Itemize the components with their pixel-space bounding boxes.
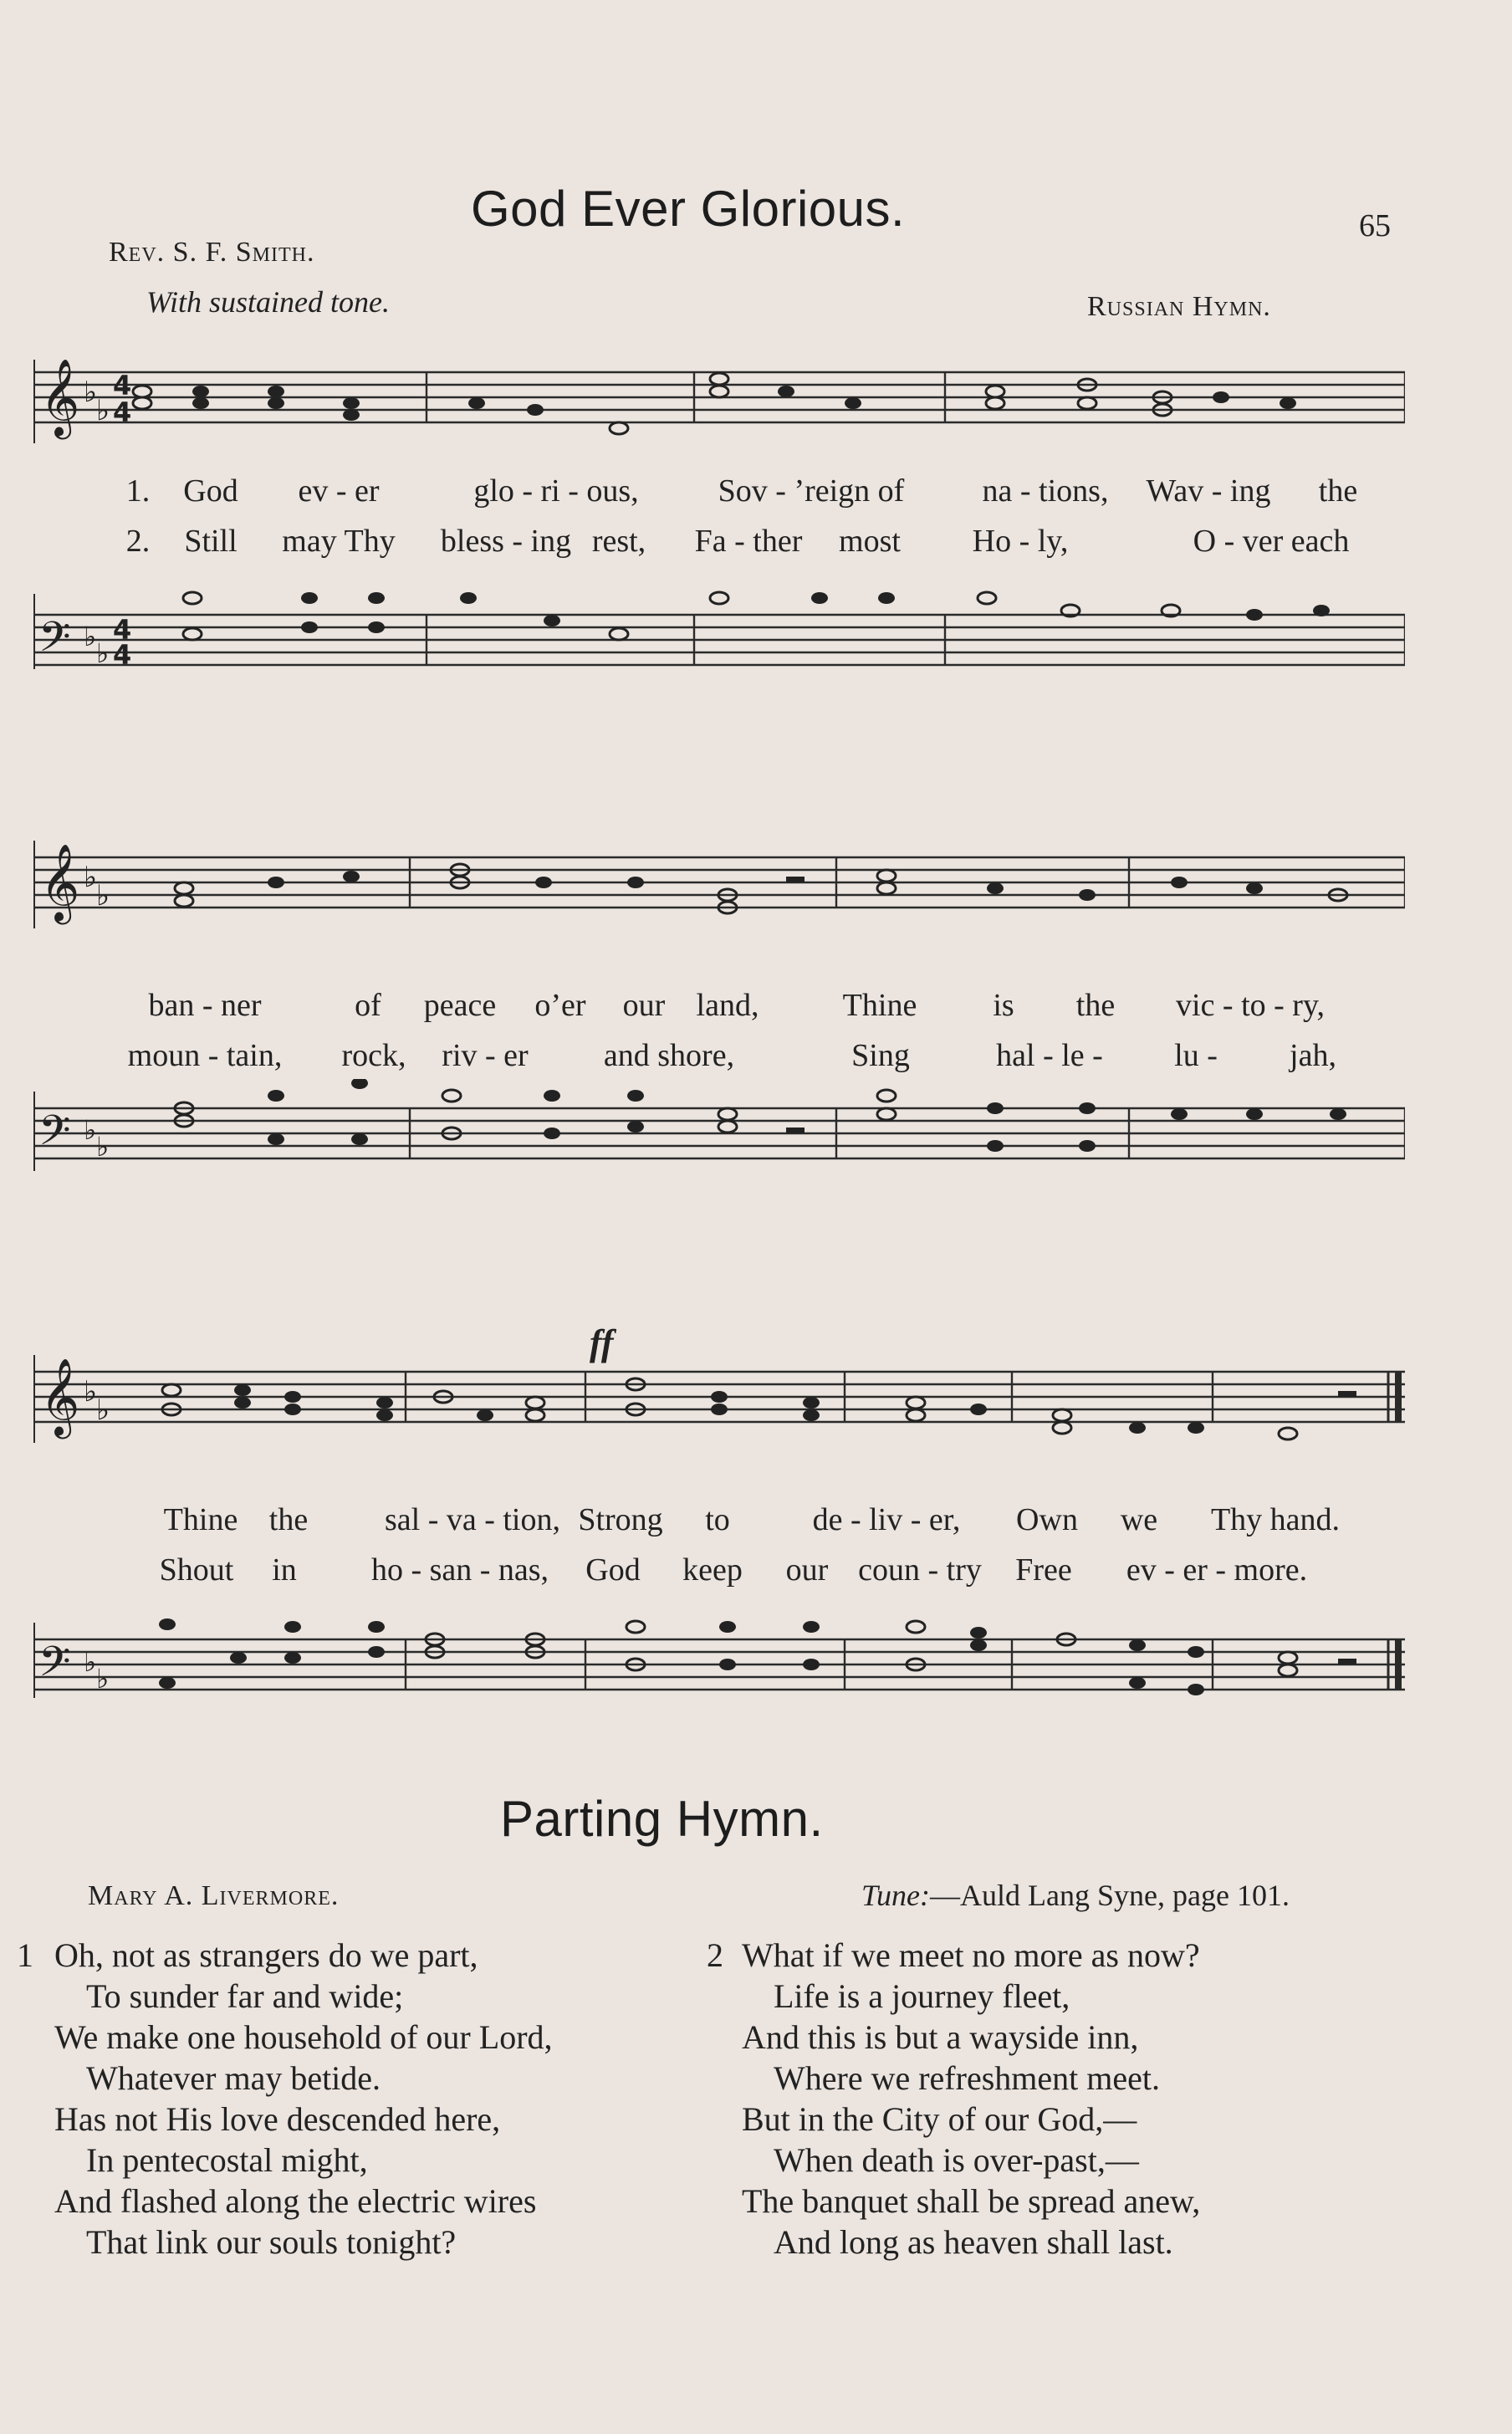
lyric-syllable: Still	[184, 524, 238, 559]
lyric-syllable: Shout	[159, 1552, 234, 1588]
svg-text:4: 4	[113, 639, 132, 671]
poem-line: Has not His love descended here,	[54, 2100, 501, 2138]
poem-line: That link our souls tonight?	[86, 2223, 457, 2261]
svg-text:𝄞: 𝄞	[40, 1358, 80, 1435]
lyric-syllable: of	[355, 988, 381, 1023]
poem-line: And flashed along the electric wires	[54, 2182, 537, 2220]
lyric-syllable: the	[268, 1502, 309, 1537]
lyric-syllable: God	[183, 473, 238, 509]
poem-line: To sunder far and wide;	[86, 1977, 404, 2015]
poem-author: Mary A. Livermore.	[88, 1880, 340, 1911]
lyric-syllable: our	[622, 988, 666, 1023]
lyric-syllable: vic - to - ry,	[1176, 988, 1325, 1023]
poem-line: Life is a journey fleet,	[774, 1977, 1070, 2015]
svg-text:4: 4	[113, 614, 132, 646]
svg-text:𝄞: 𝄞	[40, 843, 80, 921]
svg-text:♭: ♭	[96, 879, 110, 913]
lyric-syllable: keep	[682, 1552, 743, 1588]
lyric-syllable: land,	[696, 988, 759, 1023]
lyrics-verse-1	[0, 1501, 1512, 1543]
lyric-syllable: bless - ing	[440, 524, 572, 559]
lyric-syllable: may Thy	[282, 524, 396, 559]
poem-line: And long as heaven shall last.	[774, 2223, 1173, 2261]
stanza-number: 2	[707, 1936, 723, 1974]
lyric-syllable: sal - va - tion,	[384, 1502, 561, 1537]
hymn-author: Rev. S. F. Smith.	[109, 237, 315, 268]
svg-text:♭: ♭	[96, 1131, 110, 1163]
svg-text:♭: ♭	[96, 394, 110, 427]
lyric-syllable: and shore,	[603, 1038, 735, 1073]
lyric-syllable: ban - ner	[148, 988, 262, 1023]
stanza-1	[17, 1935, 553, 2263]
lyric-syllable: o’er	[534, 988, 586, 1023]
bass-staff	[33, 577, 1405, 686]
lyric-syllable: most	[839, 524, 901, 559]
lyric-syllable: Thine	[163, 1502, 238, 1537]
lyrics-verse-2	[0, 523, 1512, 565]
svg-text:♭: ♭	[84, 861, 98, 894]
lyric-syllable: hal - le -	[996, 1038, 1103, 1073]
svg-text:♭: ♭	[96, 1663, 110, 1695]
lyric-syllable: lu -	[1174, 1038, 1218, 1073]
lyric-syllable: is	[993, 988, 1014, 1023]
stanza-2	[707, 1935, 1200, 2263]
svg-text:♭: ♭	[84, 1114, 97, 1146]
section-title: Parting Hymn.	[500, 1791, 824, 1847]
poem-line: The banquet shall be spread anew,	[742, 2182, 1201, 2220]
poem-line: Whatever may betide.	[86, 2059, 381, 2097]
svg-text:𝄞: 𝄞	[40, 358, 80, 436]
lyric-syllable: Strong	[578, 1502, 663, 1537]
treble-staff	[33, 1347, 1405, 1455]
lyric-syllable: in	[272, 1552, 297, 1588]
lyric-syllable: the	[1318, 473, 1358, 509]
svg-text:♭: ♭	[84, 376, 98, 409]
lyric-syllable: our	[785, 1552, 829, 1588]
lyric-syllable: 1.	[125, 473, 151, 509]
svg-text:𝄢: 𝄢	[38, 1107, 71, 1165]
lyric-syllable: God	[585, 1552, 641, 1588]
lyric-syllable: Sing	[851, 1038, 910, 1073]
fortissimo-marking: ff	[590, 1322, 614, 1363]
music-system-1	[0, 326, 1512, 744]
lyric-syllable: Ho - ly,	[972, 524, 1069, 559]
bass-staff	[33, 1606, 1405, 1723]
lyric-syllable: Sov - ’reign of	[718, 473, 905, 509]
poem-line: In pentecostal might,	[86, 2141, 368, 2179]
lyric-syllable: moun - tain,	[127, 1038, 283, 1073]
lyric-syllable: Thy hand.	[1210, 1502, 1341, 1537]
lyric-syllable: na - tions,	[982, 473, 1109, 509]
svg-text:𝄢: 𝄢	[38, 613, 71, 672]
svg-text:4: 4	[113, 396, 132, 428]
tune-label: Tune:	[861, 1879, 931, 1912]
music-system-3	[0, 1322, 1512, 1765]
tune-name: —Auld Lang Syne, page 101.	[930, 1879, 1290, 1912]
lyric-syllable: coun - try	[858, 1552, 982, 1588]
treble-staff	[33, 351, 1405, 460]
lyric-syllable: peace	[423, 988, 497, 1023]
poem-line: And this is but a wayside inn,	[742, 2018, 1139, 2056]
lyric-syllable: O - ver each	[1193, 524, 1350, 559]
treble-staff	[33, 828, 1405, 937]
lyric-syllable: rock,	[341, 1038, 406, 1073]
hymn-title: God Ever Glorious.	[471, 181, 906, 237]
lyrics-verse-2	[0, 1037, 1512, 1079]
lyric-syllable: the	[1075, 988, 1116, 1023]
lyrics-verse-2	[0, 1552, 1512, 1593]
lyric-syllable: ev - er	[298, 473, 380, 509]
page-number: 65	[1359, 208, 1391, 243]
tune-reference	[861, 1878, 1290, 1913]
svg-text:♭: ♭	[96, 637, 110, 669]
lyric-syllable: de - liv - er,	[812, 1502, 961, 1537]
music-system-2	[0, 828, 1512, 1221]
lyric-syllable: Free	[1015, 1552, 1072, 1588]
lyric-syllable: to	[705, 1502, 730, 1537]
poem-line: What if we meet no more as now?	[742, 1936, 1200, 1974]
lyric-syllable: jah,	[1290, 1038, 1336, 1073]
lyric-syllable: Wav - ing	[1146, 473, 1271, 509]
svg-text:4: 4	[113, 370, 132, 401]
bass-staff	[33, 1079, 1405, 1188]
lyric-syllable: we	[1120, 1502, 1158, 1537]
lyric-syllable: riv - er	[442, 1038, 529, 1073]
lyric-syllable: glo - ri - ous,	[473, 473, 639, 509]
tempo-marking: With sustained tone.	[146, 285, 390, 319]
lyric-syllable: ho - san - nas,	[370, 1552, 549, 1588]
tune-name: Russian Hymn.	[1087, 291, 1271, 322]
poem-line: We make one household of our Lord,	[54, 2018, 553, 2056]
poem-line: When death is over-past,—	[774, 2141, 1139, 2179]
lyric-syllable: Fa - ther	[694, 524, 803, 559]
lyrics-verse-1	[0, 473, 1512, 514]
poem-line: But in the City of our God,—	[742, 2100, 1137, 2138]
lyric-syllable: rest,	[591, 524, 646, 559]
svg-text:♭: ♭	[84, 1646, 97, 1678]
svg-text:𝄢: 𝄢	[38, 1638, 71, 1696]
lyric-syllable: Thine	[842, 988, 917, 1023]
svg-text:♭: ♭	[96, 1393, 110, 1427]
lyric-syllable: Own	[1016, 1502, 1078, 1537]
lyric-syllable: ev - er - more.	[1126, 1552, 1308, 1588]
lyric-syllable: 2.	[125, 524, 151, 559]
svg-text:♭: ♭	[84, 1375, 98, 1409]
poem-line: Where we refreshment meet.	[774, 2059, 1160, 2097]
poem-line: Oh, not as strangers do we part,	[54, 1936, 478, 1974]
stanza-number: 1	[17, 1936, 33, 1974]
svg-text:♭: ♭	[84, 621, 97, 652]
lyrics-verse-1	[0, 987, 1512, 1029]
